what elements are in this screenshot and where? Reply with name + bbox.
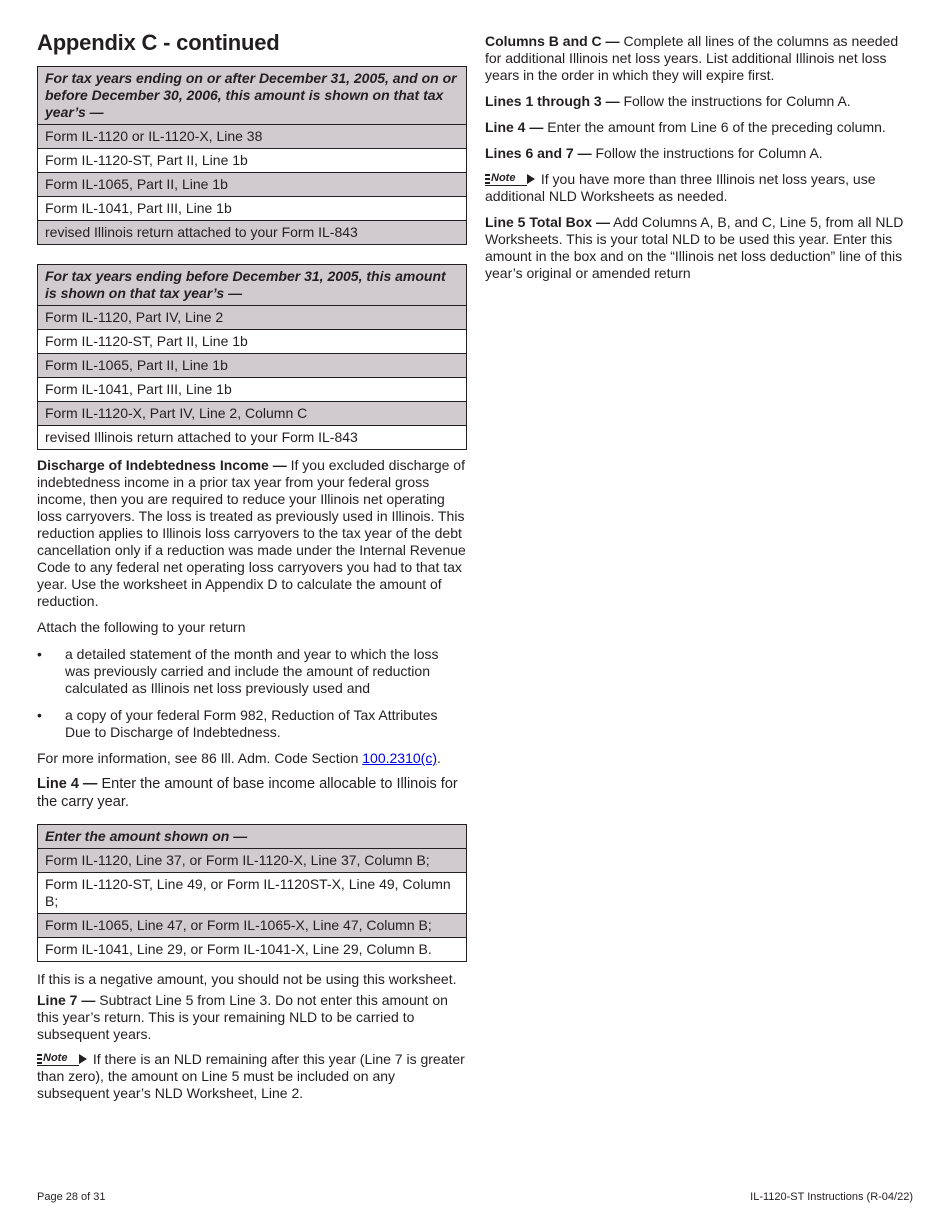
line4-text: Enter the amount of base income allocable to Illinois for the carry year.: [37, 776, 458, 810]
lines-6-7-heading: Lines 6 and 7 —: [485, 145, 592, 161]
left-column: [37, 30, 467, 1102]
line4-right-paragraph: [485, 119, 905, 136]
line4-heading: Line 4 —: [37, 776, 98, 792]
list-item: [37, 707, 467, 741]
more-info: [37, 750, 467, 767]
lines-6-7-text: Follow the instructions for Column A.: [591, 145, 823, 161]
table-row: Form IL-1120-ST, Line 49, or Form IL-1120ST-X, Line 49, Column B;: [38, 873, 467, 914]
bullet-text: a detailed statement of the month and year to which the loss was previously carried and include the amount of reduction calculated as Illinois net loss previously used and: [65, 646, 439, 696]
line4-right-text: Enter the amount from Line 6 of the preceding column.: [543, 119, 886, 135]
discharge-heading: Discharge of Indebtedness Income —: [37, 457, 287, 473]
right-column: [485, 33, 905, 282]
note-right-text: If you have more than three Illinois net loss years, use additional NLD Worksheets as needed.: [485, 171, 876, 204]
line7-heading: Line 7 —: [37, 992, 96, 1008]
columns-bc-heading: Columns B and C —: [485, 33, 620, 49]
line7-paragraph: [37, 992, 467, 1043]
table-row: Form IL-1065, Part II, Line 1b: [38, 173, 467, 197]
table-row: Form IL-1120, Part IV, Line 2: [38, 306, 467, 330]
bullet-text: a copy of your federal Form 982, Reduction of Tax Attributes Due to Discharge of Indebtedness.: [65, 707, 438, 740]
table-pre-2005: [37, 264, 467, 450]
table-header: For tax years ending before December 31, 2005, this amount is shown on that tax year’s —: [38, 265, 467, 306]
discharge-text: If you excluded discharge of indebtedness income in a prior tax year from your federal gross income, then you are required to reduce your Illinois net operating loss carryovers. The loss is treated as previously used in Illinois. This reduction applies to Illinois loss carryovers to the tax year of the debt cancellation only if a reduction was made under the Internal Revenue Code to any federal net operating loss carryovers you had to that tax year. Use the worksheet in Appendix D to calculate the amount of reduction.: [37, 457, 466, 609]
list-item: [37, 646, 467, 697]
table-base-income: [37, 824, 467, 962]
table-row: Form IL-1120, Line 37, or Form IL-1120-X, Line 37, Column B;: [38, 849, 467, 873]
bullet-marker: •: [37, 646, 42, 662]
note-icon: Note: [485, 172, 535, 186]
lines-1-3-heading: Lines 1 through 3 —: [485, 93, 620, 109]
table-row: Form IL-1120-ST, Part II, Line 1b: [38, 149, 467, 173]
line5-total-heading: Line 5 Total Box —: [485, 214, 610, 230]
table-row: Form IL-1041, Line 29, or Form IL-1041-X, Line 29, Column B.: [38, 938, 467, 962]
regulation-link[interactable]: 100.2310(c): [362, 750, 437, 766]
lines-1-3-text: Follow the instructions for Column A.: [619, 93, 851, 109]
columns-bc-text: Complete all lines of the columns as needed for additional Illinois net loss years. List additional Illinois net loss years in the order in which they will expire first.: [485, 33, 899, 83]
table-row: Form IL-1065, Line 47, or Form IL-1065-X, Line 47, Column B;: [38, 914, 467, 938]
lines-6-7-paragraph: [485, 145, 905, 162]
more-info-end: .: [436, 750, 441, 766]
bullet-marker: •: [37, 707, 42, 723]
more-info-text: For more information, see 86 Ill. Adm. Code Section: [37, 750, 363, 766]
note-right-paragraph: [485, 171, 905, 205]
line7-text: Subtract Line 5 from Line 3. Do not enter this amount on this year’s return. This is your remaining NLD to be carried to subsequent years.: [37, 992, 448, 1042]
attach-intro: Attach the following to your return: [37, 619, 246, 635]
line5-total-paragraph: [485, 214, 905, 282]
table-row: revised Illinois return attached to your Form IL-843: [38, 221, 467, 245]
table-row: Form IL-1065, Part II, Line 1b: [38, 354, 467, 378]
line5-total-text: Add Columns A, B, and C, Line 5, from all NLD Worksheets. This is your total NLD to be used this year. Enter this amount in the box and on the “Illinois net loss deduction” line of this year’s original or amended return: [485, 214, 904, 281]
table-row: Form IL-1120-ST, Part II, Line 1b: [38, 330, 467, 354]
table-row: revised Illinois return attached to your Form IL-843: [38, 426, 467, 450]
table-row: Form IL-1041, Part III, Line 1b: [38, 378, 467, 402]
table-post-2005: [37, 66, 467, 245]
note-icon: Note: [37, 1052, 87, 1066]
discharge-paragraph: [37, 457, 467, 610]
table-header: For tax years ending on or after December 31, 2005, and on or before December 30, 2006, this amount is shown on that tax year’s —: [38, 67, 467, 125]
lines-1-3-paragraph: [485, 93, 905, 110]
page-number: Page 28 of 31: [37, 1191, 106, 1203]
negative-note: If this is a negative amount, you should not be using this worksheet.: [37, 971, 457, 987]
page-title: Appendix C - continued: [37, 30, 280, 55]
table-row: Form IL-1120 or IL-1120-X, Line 38: [38, 125, 467, 149]
line4-paragraph: [37, 775, 467, 811]
note-text: If there is an NLD remaining after this year (Line 7 is greater than zero), the amount on Line 5 must be included on any subsequent year’s NLD Worksheet, Line 2.: [37, 1051, 465, 1101]
table-row: Form IL-1120-X, Part IV, Line 2, Column C: [38, 402, 467, 426]
form-identifier: IL-1120-ST Instructions (R-04/22): [750, 1191, 913, 1203]
table-header: Enter the amount shown on —: [38, 825, 467, 849]
table-row: Form IL-1041, Part III, Line 1b: [38, 197, 467, 221]
note-paragraph: [37, 1051, 467, 1102]
line4-right-heading: Line 4 —: [485, 119, 544, 135]
columns-bc-paragraph: [485, 33, 905, 84]
